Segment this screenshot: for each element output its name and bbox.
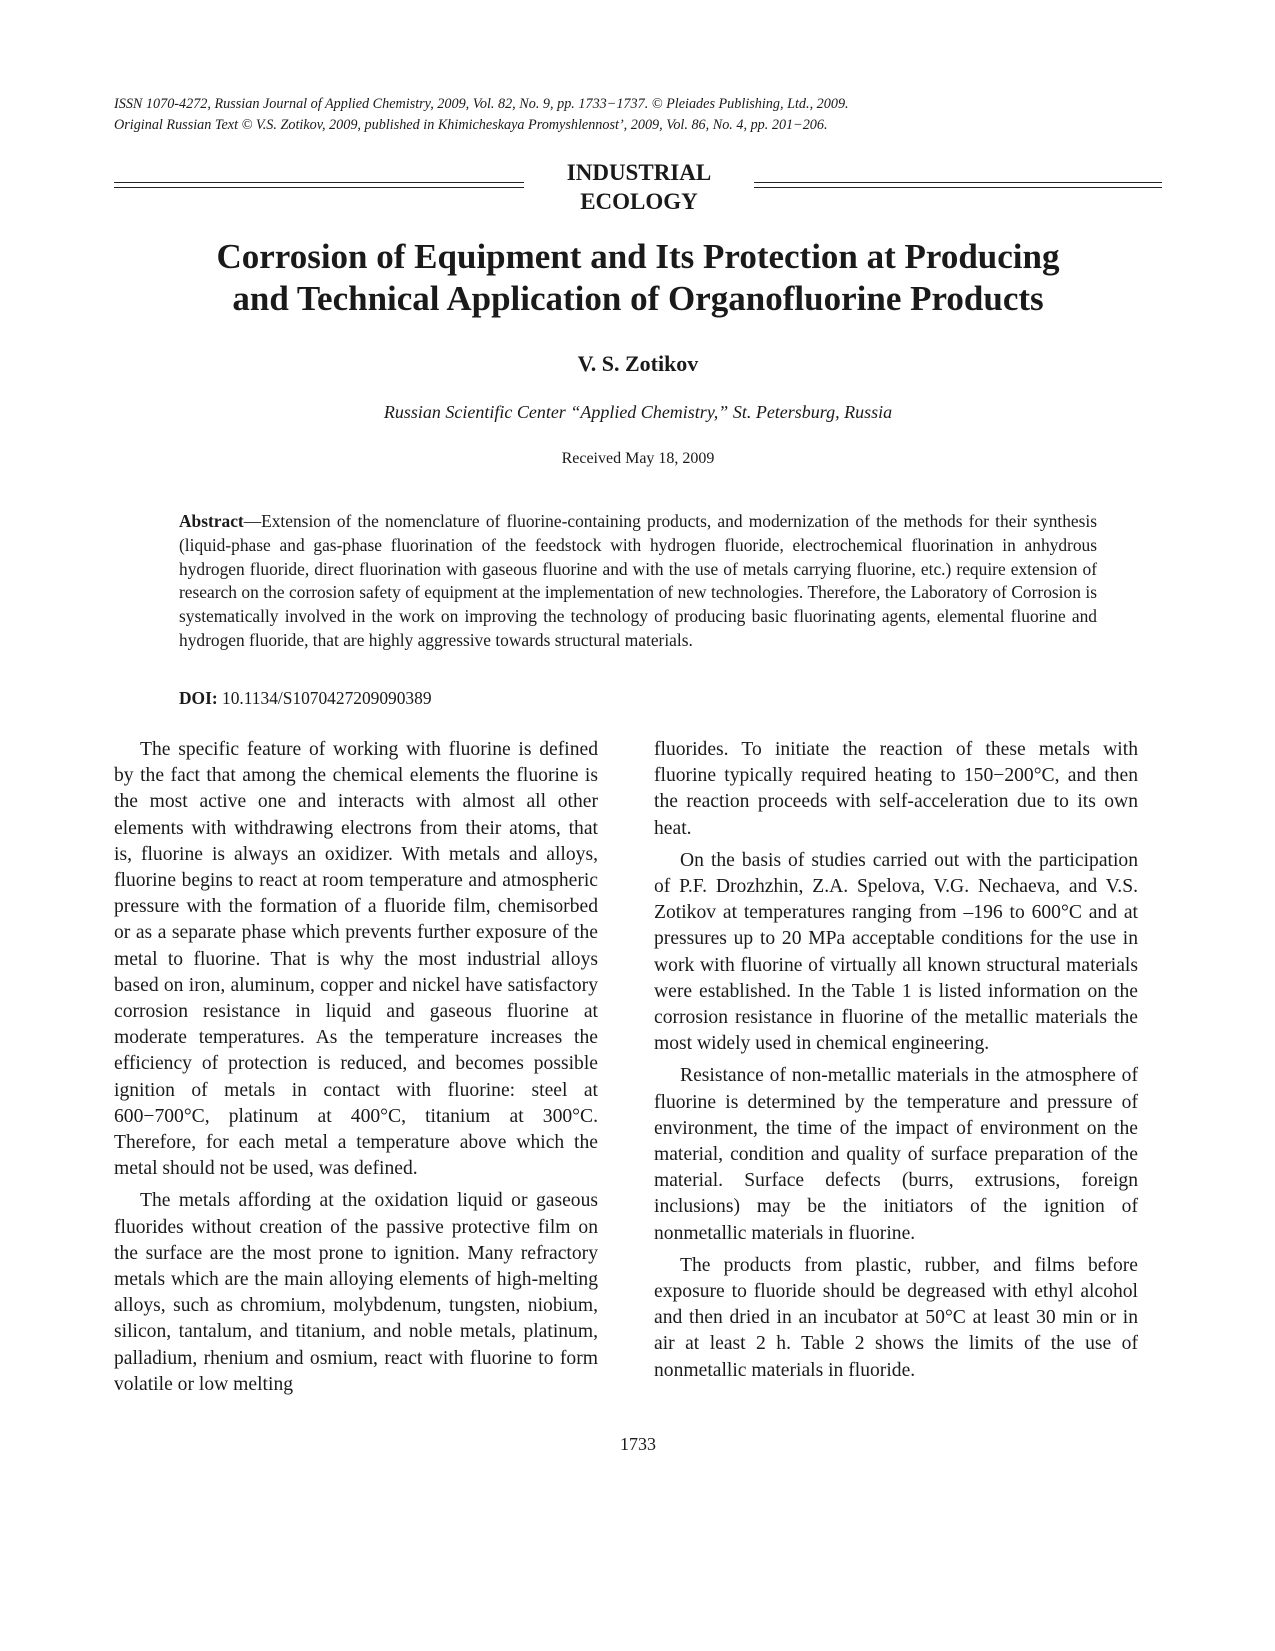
article-title-line-1: Corrosion of Equipment and Its Protection at Producing (216, 237, 1060, 276)
article-title-line-2: and Technical Application of Organofluorine Products (232, 279, 1044, 318)
author-name: V. S. Zotikov (577, 351, 699, 376)
abstract-text: —Extension of the nomenclature of fluorine-containing products, and modernization of the methods for their synthesis (liquid-phase and gas-phase fluorination of the feedstock with hydrogen fluoride, electrochemical fluorination in anhydrous hydrogen fluoride, direct fluorination with gaseous fluorine and with the use of metals carrying fluorine, etc.) require extension of research on the corrosion safety of equipment at the implementation of new technologies. Therefore, the Laboratory of Corrosion is systematically involved in the work on improving the technology of producing basic fluorinating agents, elemental fluorine and hydrogen fluoride, that are highly aggressive towards structural materials. (179, 511, 1097, 650)
journal-header-line-1: ISSN 1070-4272, Russian Journal of Applied Chemistry, 2009, Vol. 82, No. 9, pp. 1733−1737. © Pleiades Publishing, Ltd., 2009. (114, 96, 849, 112)
body-paragraph: The metals affording at the oxidation liquid or gaseous fluorides without creation of the passive protective film on the surface are the most prone to ignition. Many refractory metals which are the main alloying elements of high-melting alloys, such as chromium, molybdenum, tungsten, niobium, silicon, tantalum, and titanium, and noble metals, platinum, palladium, rhenium and osmium, react with fluorine to form volatile or low melting (114, 1190, 598, 1395)
journal-header-line-2: Original Russian Text © V.S. Zotikov, 2009, published in Khimicheskaya Promyshlennost’, 2009, Vol. 86, No. 4, pp. 201−206. (114, 117, 828, 133)
journal-header (114, 94, 1164, 136)
abstract (179, 510, 1097, 653)
body-paragraph: The specific feature of working with fluorine is defined by the fact that among the chemical elements the fluorine is the most active one and interacts with almost all other elements with withdrawing electrons from their atoms, that is, fluorine is always an oxidizer. With metals and alloys, fluorine begins to react at room temperature and atmospheric pressure with the formation of a fluoride film, chemisorbed or as a separate phase which prevents further exposure of the metal to fluorine. That is why the most industrial alloys based on iron, aluminum, copper and nickel have satisfactory corrosion resistance in liquid and gaseous fluorine at moderate temperatures. As the temperature increases the efficiency of protection is reduced, and becomes possible ignition of metals in contact with fluorine: steel at 600−700°C, platinum at 400°C, titanium at 300°C. Therefore, for each metal a temperature above which the metal should not be used, was defined. (114, 739, 598, 1180)
page-number: 1733 (620, 1434, 656, 1454)
section-heading (114, 158, 1162, 216)
doi-label: DOI: (179, 688, 218, 708)
received-date: Received May 18, 2009 (561, 450, 715, 467)
section-title (524, 158, 754, 216)
article-title (114, 236, 1162, 320)
section-title-line-1: INDUSTRIAL (566, 160, 712, 185)
body-paragraph: Resistance of non-metallic materials in the atmosphere of fluorine is determined by the temperature and pressure of environment, the time of the impact of environment on the material, condition and quality of surface preparation of the material. Surface defects (burrs, extrusions, foreign inclusions) may be the initiators of the ignition of nonmetallic materials in fluorine. (654, 1065, 1138, 1244)
doi (179, 688, 1097, 709)
author-affiliation: Russian Scientific Center “Applied Chemistry,” St. Petersburg, Russia (383, 402, 893, 422)
body-paragraph: On the basis of studies carried out with the participation of P.F. Drozhzhin, Z.A. Spelova, V.G. Nechaeva, and V.S. Zotikov at temperatures ranging from –196 to 600°C and at pressures up to 20 MPa acceptable conditions for the use in work with fluorine of virtually all known structural materials were established. In the Table 1 is listed information on the corrosion resistance in fluorine of the metallic materials the most widely used in chemical engineering. (654, 849, 1138, 1055)
doi-value: 10.1134/S1070427209090389 (222, 688, 432, 708)
section-rule-left (114, 182, 524, 188)
body-column-right (654, 737, 1138, 1390)
body-column-left (114, 737, 598, 1404)
abstract-label: Abstract (179, 511, 244, 531)
body-paragraph: fluorides. To initiate the reaction of these metals with fluorine typically required heating to 150−200°C, and then the reaction proceeds with self-acceleration due to its own heat. (654, 739, 1138, 839)
section-title-line-2: ECOLOGY (580, 189, 698, 214)
body-paragraph: The products from plastic, rubber, and films before exposure to fluoride should be degreased with ethyl alcohol and then dried in an incubator at 50°C at least 30 min or in air at least 2 h. Table 2 shows the limits of the use of nonmetallic materials in fluoride. (654, 1254, 1138, 1381)
section-rule-right (754, 182, 1162, 188)
